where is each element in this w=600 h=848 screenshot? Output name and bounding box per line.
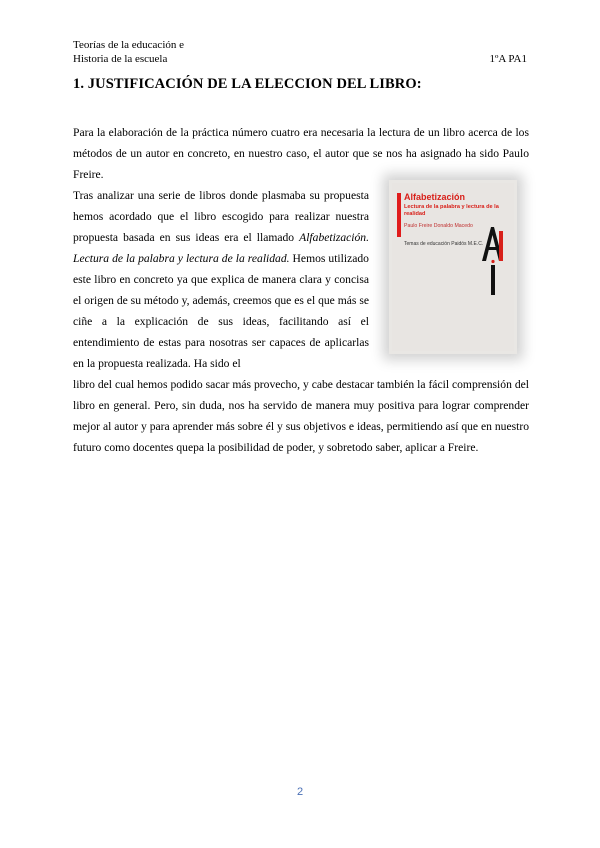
running-header-right: 1ºA PA1 xyxy=(489,53,527,65)
cover-subtitle: Lectura de la palabra y lectura de la realidad xyxy=(404,204,499,217)
cover-authors: Paulo Freire Donaldo Macedo xyxy=(404,223,473,229)
header-course-line2: Historia de la escuela xyxy=(73,53,168,65)
book-cover-image xyxy=(389,180,517,354)
header-course-line1: Teorías de la educación e xyxy=(73,39,185,51)
paragraph-book-choice-part2: Hemos utilizado este libro en concreto ya que explica de manera clara y concisa el origen de su método y, además, creemos que es el que más se ciñe a la explicación de sus ideas, facilitando así el entendimiento de estas para nosotras ser capaces de aplicarlas en la propuesta realizada. Ha sido el xyxy=(73,252,369,370)
cover-red-bar xyxy=(397,193,401,237)
cover-series: Temas de educación Paidós M.E.C. xyxy=(404,241,484,247)
section-title: 1. JUSTIFICACIÓN DE LA ELECCION DEL LIBRO: xyxy=(73,76,422,92)
paragraph-book-choice-part1: Tras analizar una serie de libros donde plasmaba su propuesta hemos acordado que el libro escogido para realizar nuestra propuesta basada en sus ideas era el llamado xyxy=(73,189,369,244)
running-header-left xyxy=(73,38,184,66)
page-number: 2 xyxy=(296,786,304,798)
book-cover xyxy=(392,183,514,351)
paragraph-intro: Para la elaboración de la práctica número cuatro era necesaria la lectura de un libro acerca de los métodos de un autor en concreto, en nuestro caso, el autor que se nos ha asignado ha sido Paulo Freire. xyxy=(73,126,529,181)
book-title-italic: Alfabetización. Lectura de la palabra y lectura de la realidad. xyxy=(73,231,369,265)
cover-title: Alfabetización xyxy=(404,192,466,202)
paragraph-book-choice xyxy=(73,185,369,374)
paragraph-conclusion: libro del cual hemos podido sacar más provecho, y cabe destacar también la fácil comprensión del libro en general. Pero, sin duda, nos ha servido de manera muy positiva para lograr comprender mejor al autor y para aprender más sobre él y sus objetivos e ideas, permitiendo así que en nuestro futuro como docentes quepa la posibilidad de poder, y sobretodo saber, aplicar a Freire. xyxy=(73,378,529,454)
cover-letters-art-icon xyxy=(480,219,510,295)
